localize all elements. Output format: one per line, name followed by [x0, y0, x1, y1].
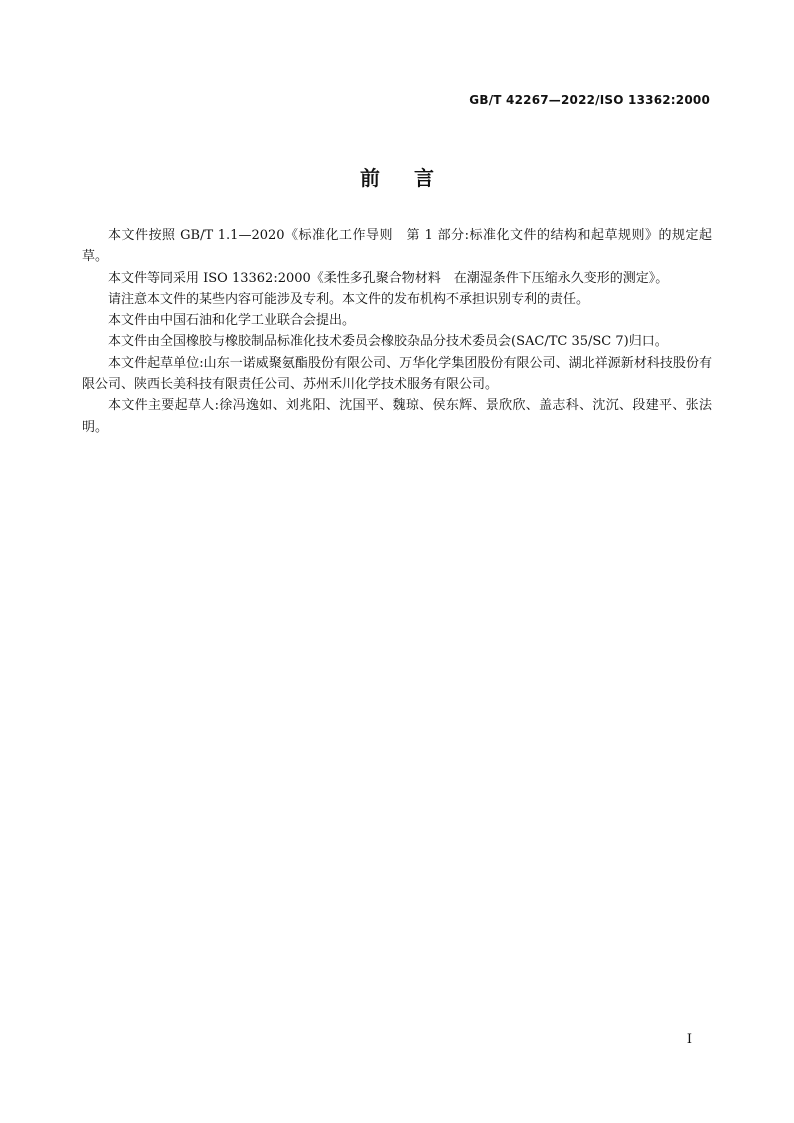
paragraph-drafting-units: 本文件起草单位:山东一诺威聚氨酯股份有限公司、万华化学集团股份有限公司、湖北祥源新材科技股份有限公司、陕西长美科技有限责任公司、苏州禾川化学技术服务有限公司。	[82, 355, 712, 393]
paragraph-proposer: 本文件由中国石油和化学工业联合会提出。	[108, 313, 356, 329]
paragraph-adoption: 本文件等同采用 ISO 13362:2000《柔性多孔聚合物材料 在潮湿条件下压缩永久变形的测定》。	[108, 270, 669, 286]
foreword-body	[82, 225, 712, 438]
paragraph-patent-notice: 请注意本文件的某些内容可能涉及专利。本文件的发布机构不承担识别专利的责任。	[108, 291, 590, 307]
standard-number-header: GB/T 42267—2022/ISO 13362:2000	[469, 93, 710, 107]
paragraph-drafting-rules: 本文件按照 GB/T 1.1—2020《标准化工作导则 第 1 部分:标准化文件的结构和起草规则》的规定起草。	[82, 228, 712, 265]
paragraph-drafters: 本文件主要起草人:徐冯逸如、刘兆阳、沈国平、魏琼、侯东辉、景欣欣、盖志科、沈沉、段建平、张法明。	[82, 398, 712, 435]
paragraph-committee: 本文件由全国橡胶与橡胶制品标准化技术委员会橡胶杂品分技术委员会(SAC/TC 35/SC 7)归口。	[108, 334, 668, 350]
page-number: I	[686, 1032, 692, 1047]
page-title: 前言	[360, 166, 468, 190]
